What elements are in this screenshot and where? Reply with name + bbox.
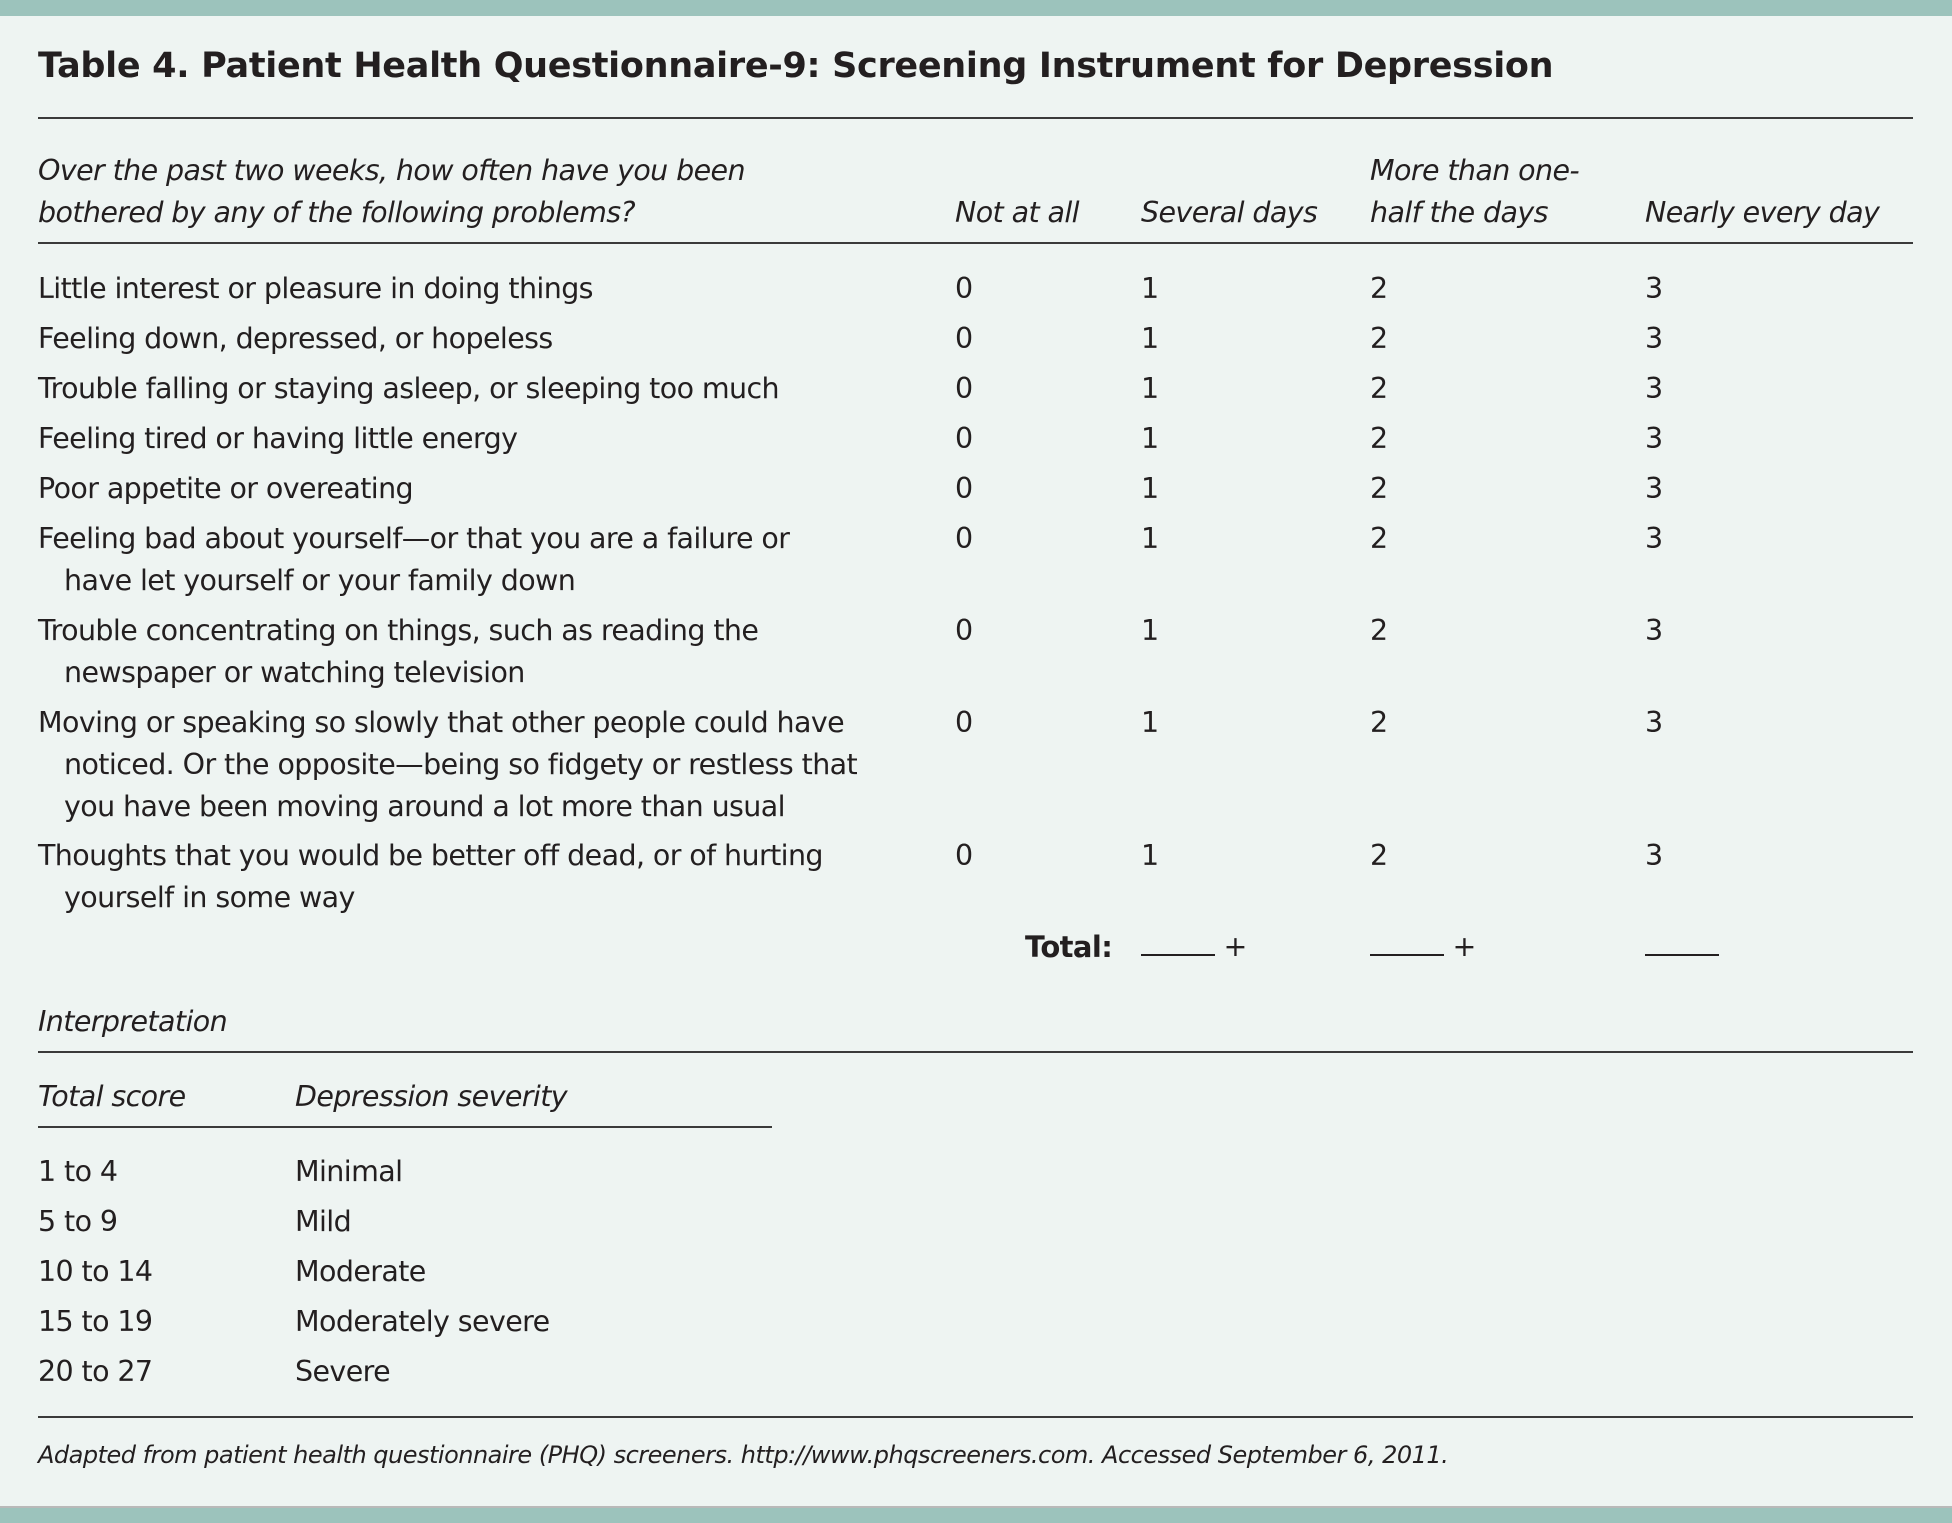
score-nearly-every-day[interactable]: 3	[1645, 322, 1663, 355]
score-more-than-half[interactable]: 2	[1370, 614, 1388, 647]
item-text: newspaper or watching television	[64, 656, 525, 689]
score-not-at-all[interactable]: 0	[955, 522, 973, 555]
interpretation-heading: Interpretation	[38, 1005, 228, 1038]
score-several-days[interactable]: 1	[1141, 372, 1159, 405]
header-rule	[38, 242, 1913, 244]
score-not-at-all[interactable]: 0	[955, 372, 973, 405]
interpretation-score: 10 to 14	[38, 1255, 153, 1288]
source-footnote: Adapted from patient health questionnaire (PHQ) screeners. http://www.phqscreeners.com. Accessed September 6, 2011.	[38, 1441, 1449, 1469]
table-title: Table 4. Patient Health Questionnaire-9: Screening Instrument for Depression	[38, 46, 1554, 86]
score-several-days[interactable]: 1	[1141, 706, 1159, 739]
question-header-line1: Over the past two weeks, how often have you been	[38, 154, 745, 187]
score-several-days[interactable]: 1	[1141, 614, 1159, 647]
score-more-than-half[interactable]: 2	[1370, 422, 1388, 455]
score-more-than-half[interactable]: 2	[1370, 372, 1388, 405]
score-not-at-all[interactable]: 0	[955, 839, 973, 872]
score-more-than-half[interactable]: 2	[1370, 839, 1388, 872]
col-header-depression-severity: Depression severity	[295, 1080, 568, 1113]
interpretation-severity: Minimal	[295, 1155, 403, 1188]
interpretation-severity: Mild	[295, 1205, 352, 1238]
interpretation-severity: Severe	[295, 1355, 391, 1388]
item-text: Poor appetite or overeating	[38, 472, 414, 505]
score-not-at-all[interactable]: 0	[955, 614, 973, 647]
col-header-more-than-half-line2: half the days	[1370, 196, 1548, 229]
total-nearly-every-day-blank[interactable]	[1645, 926, 1719, 968]
item-text: Moving or speaking so slowly that other people could have	[38, 706, 845, 739]
interpretation-score: 15 to 19	[38, 1305, 153, 1338]
total-more-than-half-blank[interactable]	[1370, 926, 1476, 968]
score-not-at-all[interactable]: 0	[955, 472, 973, 505]
score-nearly-every-day[interactable]: 3	[1645, 472, 1663, 505]
col-header-more-than-half-line1: More than one-	[1370, 154, 1580, 187]
score-nearly-every-day[interactable]: 3	[1645, 522, 1663, 555]
top-band	[0, 0, 1952, 16]
score-several-days[interactable]: 1	[1141, 522, 1159, 555]
interpretation-score: 5 to 9	[38, 1205, 118, 1238]
item-text: Thoughts that you would be better off dead, or of hurting	[38, 839, 823, 872]
score-not-at-all[interactable]: 0	[955, 706, 973, 739]
item-text: have let yourself or your family down	[64, 564, 576, 597]
score-not-at-all[interactable]: 0	[955, 422, 973, 455]
col-header-nearly-every-day: Nearly every day	[1645, 196, 1880, 229]
item-text: Trouble concentrating on things, such as reading the	[38, 614, 759, 647]
score-not-at-all[interactable]: 0	[955, 322, 973, 355]
score-several-days[interactable]: 1	[1141, 839, 1159, 872]
item-text: Little interest or pleasure in doing things	[38, 272, 593, 305]
item-text: Feeling down, depressed, or hopeless	[38, 322, 553, 355]
score-nearly-every-day[interactable]: 3	[1645, 839, 1663, 872]
score-several-days[interactable]: 1	[1141, 472, 1159, 505]
interpretation-rule	[38, 1051, 1913, 1053]
interpretation-severity: Moderate	[295, 1255, 426, 1288]
item-text: Feeling tired or having little energy	[38, 422, 518, 455]
col-header-total-score: Total score	[38, 1080, 186, 1113]
score-more-than-half[interactable]: 2	[1370, 272, 1388, 305]
blank-line	[1141, 926, 1215, 956]
score-nearly-every-day[interactable]: 3	[1645, 614, 1663, 647]
item-text: yourself in some way	[64, 881, 355, 914]
bottom-band	[0, 1506, 1952, 1523]
score-several-days[interactable]: 1	[1141, 272, 1159, 305]
score-more-than-half[interactable]: 2	[1370, 322, 1388, 355]
plus-sign: +	[1223, 930, 1247, 963]
interpretation-score: 1 to 4	[38, 1155, 118, 1188]
score-not-at-all[interactable]: 0	[955, 272, 973, 305]
col-header-several-days: Several days	[1141, 196, 1318, 229]
score-several-days[interactable]: 1	[1141, 422, 1159, 455]
score-more-than-half[interactable]: 2	[1370, 472, 1388, 505]
question-header-line2: bothered by any of the following problems?	[38, 196, 636, 229]
score-more-than-half[interactable]: 2	[1370, 706, 1388, 739]
interpretation-score: 20 to 27	[38, 1355, 153, 1388]
item-text: noticed. Or the opposite—being so fidgety or restless that	[64, 748, 858, 781]
total-label-text: Total:	[1025, 930, 1113, 964]
total-several-days-blank[interactable]	[1141, 926, 1247, 968]
plus-sign: +	[1452, 930, 1476, 963]
interpretation-subrule	[38, 1126, 772, 1128]
score-nearly-every-day[interactable]: 3	[1645, 272, 1663, 305]
interpretation-severity: Moderately severe	[295, 1305, 550, 1338]
item-text: Feeling bad about yourself—or that you are a failure or	[38, 522, 790, 555]
bottom-rule	[38, 1416, 1913, 1418]
blank-line	[1370, 926, 1444, 956]
score-nearly-every-day[interactable]: 3	[1645, 706, 1663, 739]
score-more-than-half[interactable]: 2	[1370, 522, 1388, 555]
score-several-days[interactable]: 1	[1141, 322, 1159, 355]
item-text: you have been moving around a lot more than usual	[64, 790, 785, 823]
col-header-not-at-all: Not at all	[955, 196, 1079, 229]
blank-line	[1645, 926, 1719, 956]
score-nearly-every-day[interactable]: 3	[1645, 422, 1663, 455]
item-text: Trouble falling or staying asleep, or sleeping too much	[38, 372, 780, 405]
title-rule	[38, 117, 1913, 119]
total-label	[1025, 926, 1112, 969]
score-nearly-every-day[interactable]: 3	[1645, 372, 1663, 405]
